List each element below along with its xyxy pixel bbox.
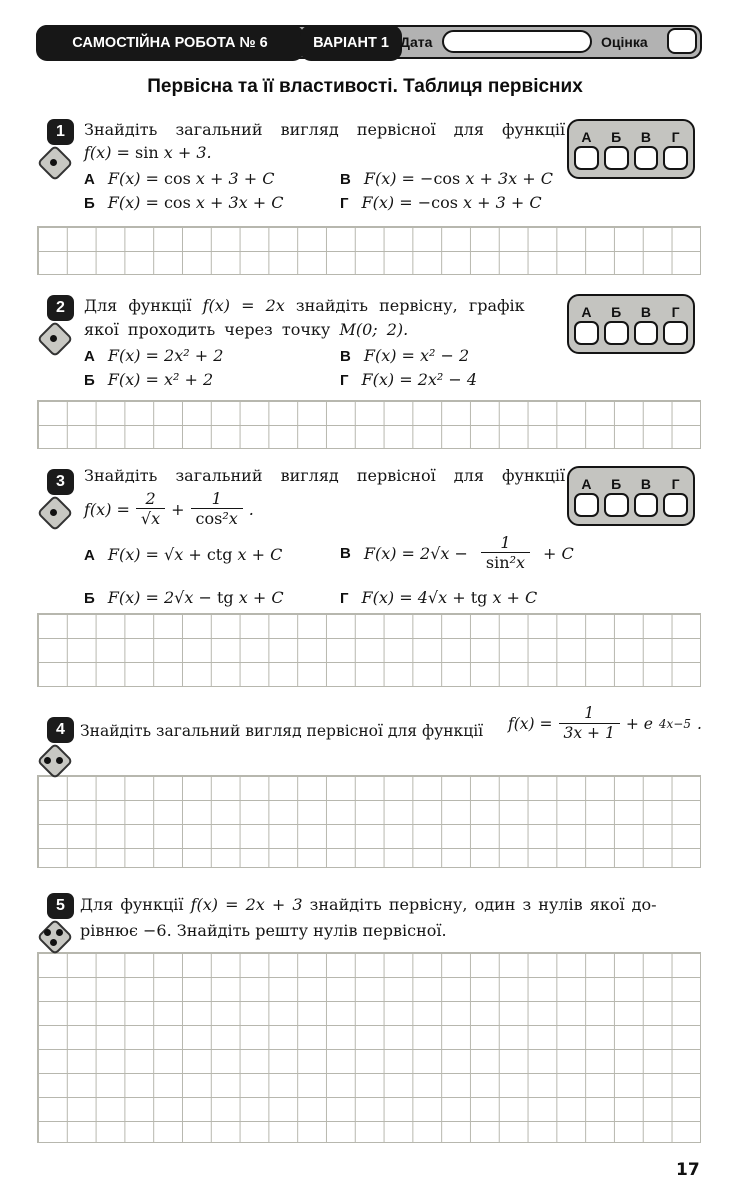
variant-badge (300, 25, 402, 61)
fraction: $\frac{2}{√x}$ (136, 490, 165, 529)
question-5-number: 5 (47, 893, 74, 919)
die-icon-1-dot (36, 321, 72, 357)
question-2-text-line2: якої проходить через точку M(0; 2). (84, 320, 409, 339)
question-1-text: Знайдіть загальний вигляд первісної для функції (84, 120, 566, 139)
work-title: САМОСТІЙНА РОБОТА № 6 (72, 35, 268, 51)
answer-letter: Б (611, 303, 622, 320)
answer-square[interactable] (663, 321, 688, 345)
answer-grid-q5[interactable] (37, 952, 701, 1143)
answer-letter: Б (611, 128, 622, 145)
answer-letter: Г (671, 475, 680, 492)
answer-letter: А (581, 303, 592, 320)
fraction: $\frac{1}{3x + 1}$ (559, 705, 620, 743)
answer-square[interactable] (604, 321, 629, 345)
question-1-formula: f(x) = sin x + 3. (84, 143, 212, 162)
answer-letter: В (640, 475, 651, 492)
page-title: Первісна та її властивості. Таблиця первісних (147, 76, 583, 97)
answer-grid-q1[interactable] (37, 226, 701, 275)
question-2-option-a: А F(x) = 2x² + 2 (84, 346, 224, 365)
answer-square[interactable] (634, 493, 659, 517)
date-field[interactable] (442, 30, 592, 53)
worksheet-header (36, 25, 702, 59)
question-2-text-line1: Для функції f(x) = 2x знайдіть первісну, графік (84, 296, 525, 315)
answer-letter: Г (671, 303, 680, 320)
question-3-number: 3 (47, 469, 74, 495)
answer-letter: В (640, 303, 651, 320)
answer-grid-q4[interactable] (37, 775, 701, 868)
answer-grid-q3[interactable] (37, 613, 701, 687)
die-icon-2-dots (36, 743, 72, 779)
answer-box-q2 (567, 294, 695, 354)
answer-box-q3 (567, 466, 695, 526)
question-1-option-g: Г F(x) = −cos x + 3 + C (340, 193, 542, 212)
page-number: 17 (676, 1160, 700, 1180)
fraction: $\frac{1}{\text{cos²x}}$ (191, 490, 243, 529)
question-4-formula: f(x) = $\frac{1}{3x + 1}$ + e 4x−5 . (508, 704, 702, 742)
question-2-option-g: Г F(x) = 2x² − 4 (340, 370, 478, 389)
question-2-option-v: В F(x) = x² − 2 (340, 346, 470, 365)
answer-square[interactable] (604, 146, 629, 170)
answer-box-q1 (567, 119, 695, 179)
question-3-option-g: Г F(x) = 4√x + tg x + C (340, 588, 538, 607)
answer-square[interactable] (634, 146, 659, 170)
answer-square[interactable] (574, 493, 599, 517)
variant-label: ВАРІАНТ 1 (313, 35, 389, 51)
question-1-option-b: Б F(x) = cos x + 3x + C (84, 193, 284, 212)
question-3-option-v: В F(x) = 2√x − $\frac{1}{\text{sin²x}}$ + C (340, 533, 574, 573)
question-3-option-a: А F(x) = √x + ctg x + C (84, 545, 283, 564)
date-label: Дата (400, 34, 433, 50)
question-5-text-line1: Для функції f(x) = 2x + 3 знайдіть первісну, один з нулів якої до- (80, 895, 657, 914)
die-icon-1-dot (36, 145, 72, 181)
answer-square[interactable] (663, 146, 688, 170)
answer-square[interactable] (574, 321, 599, 345)
answer-letter: Б (611, 475, 622, 492)
answer-square[interactable] (634, 321, 659, 345)
question-2-number: 2 (47, 295, 74, 321)
answer-letter: В (640, 128, 651, 145)
answer-square[interactable] (574, 146, 599, 170)
answer-square[interactable] (663, 493, 688, 517)
question-3-text: Знайдіть загальний вигляд первісної для функції (84, 466, 566, 485)
grade-label: Оцінка (601, 34, 648, 50)
question-2-option-b: Б F(x) = x² + 2 (84, 370, 214, 389)
question-1-option-v: В F(x) = −cos x + 3x + C (340, 169, 553, 188)
question-4-text: Знайдіть загальний вигляд первісної для функції (80, 722, 484, 740)
question-4-number: 4 (47, 717, 74, 743)
question-5-text-line2: рівнює −6. Знайдіть решту нулів первісної. (80, 921, 447, 940)
question-3-formula: f(x) = $\frac{2}{√x}$ + $\frac{1}{\text{cos²x}}$ . (84, 489, 254, 529)
work-title-badge (36, 25, 304, 61)
question-3-option-b: Б F(x) = 2√x − tg x + C (84, 588, 284, 607)
answer-grid-q2[interactable] (37, 400, 701, 449)
question-1-option-a: А F(x) = cos x + 3 + C (84, 169, 275, 188)
fraction: $\frac{1}{\text{sin²x}}$ (481, 534, 530, 573)
question-1-number: 1 (47, 119, 74, 145)
answer-letter: А (581, 475, 592, 492)
answer-letter: Г (671, 128, 680, 145)
die-icon-3-dots (36, 919, 72, 955)
die-icon-1-dot (36, 495, 72, 531)
answer-letter: А (581, 128, 592, 145)
grade-field[interactable] (667, 28, 697, 54)
answer-square[interactable] (604, 493, 629, 517)
